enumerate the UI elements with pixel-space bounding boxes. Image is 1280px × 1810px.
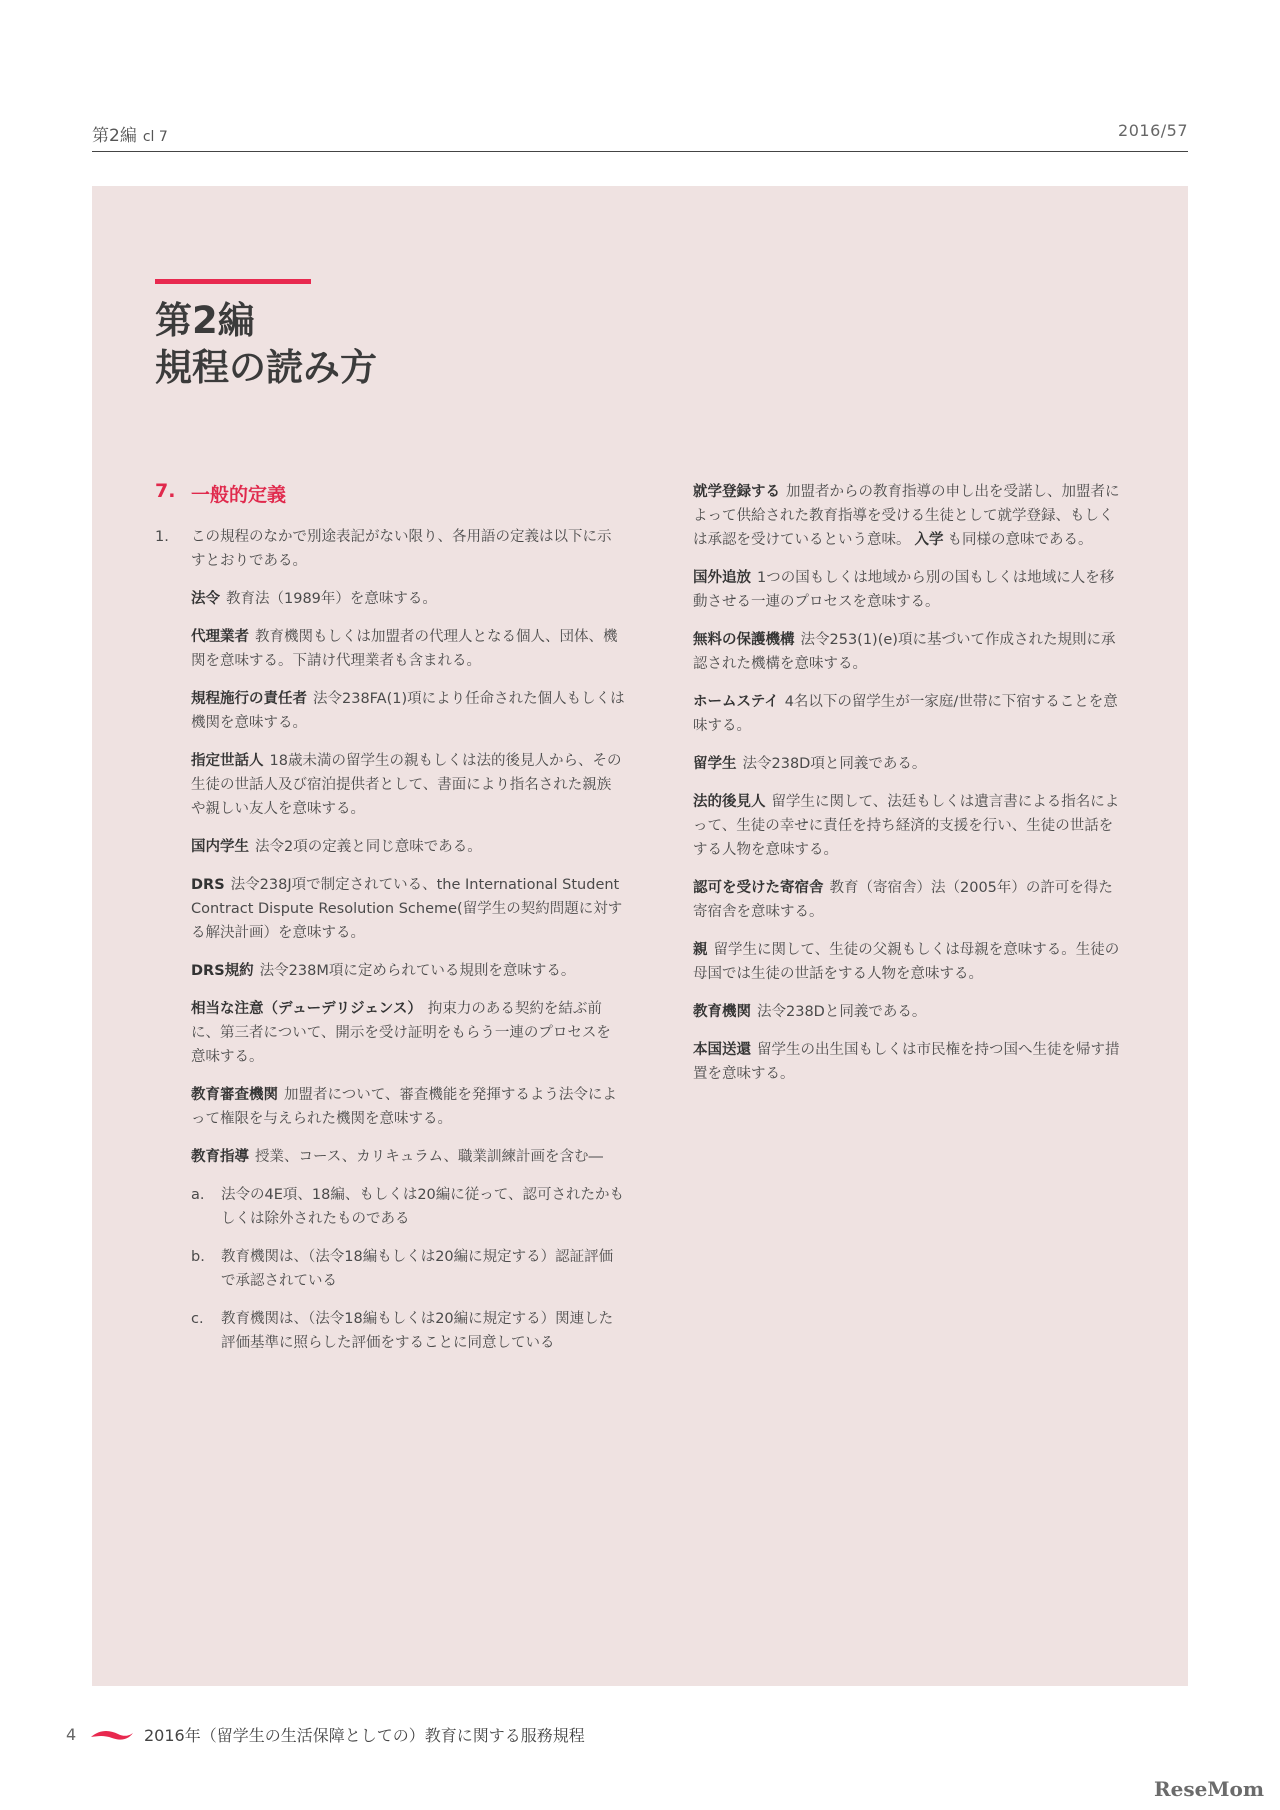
left-column (155, 480, 625, 1369)
brand-watermark: ReseMom (1154, 1777, 1264, 1801)
definition-item (191, 1083, 625, 1131)
right-column (693, 480, 1123, 1100)
footer-page-number: 4 (66, 1725, 77, 1744)
definition-text: 18歳未満の留学生の親もしくは法的後見人から、その生徒の世話人及び宿泊提供者として、書面により指名された親族や親しい友人を意味する。 (191, 753, 622, 817)
sub-item-text: 教育機関は、（法令18編もしくは20編に規定する）関連した評価基準に照らした評価をすることに同意している (221, 1311, 614, 1351)
header-page-ref: 2016/57 (1118, 121, 1188, 140)
definition-text: 4名以下の留学生が一家庭/世帯に下宿することを意味する。 (693, 694, 1118, 734)
intro-paragraph (155, 525, 625, 573)
definition-text: 1つの国もしくは地域から別の国もしくは地域に人を移動させる一連のプロセスを意味する。 (693, 570, 1115, 610)
definition-text: 留学生に関して、法廷もしくは遺言書による指名によって、生徒の幸せに責任を持ち経済的支援を行い、生徒の世話をする人物を意味する。 (693, 794, 1120, 858)
header-section-label: 第2編 (92, 126, 137, 146)
definition-text: 留学生に関して、生徒の父親もしくは母親を意味する。生徒の母国では生徒の世話をする人物を意味する。 (693, 942, 1120, 982)
sub-list-item (191, 1307, 625, 1355)
definition-term: 代理業者 (191, 629, 249, 645)
definition-text-tail: も同様の意味である。 (947, 532, 1093, 548)
sub-item-text: 法令の4E項、18編、もしくは20編に従って、認可されたかもしくは除外されたものである (221, 1187, 624, 1227)
sub-list-item (191, 1183, 625, 1231)
definition-text: 教育法（1989年）を意味する。 (226, 591, 437, 607)
definition-term: 相当な注意（デューデリジェンス） (191, 1001, 422, 1017)
definition-item (191, 625, 625, 673)
definition-item (693, 876, 1123, 924)
definition-text: 加盟者について、審査機能を発揮するよう法令によって権限を与えられた機関を意味する。 (191, 1087, 617, 1127)
definition-text: 拘束力のある契約を結ぶ前に、第三者について、開示を受け証明をもらう一連のプロセスを意味する。 (191, 1001, 611, 1065)
definition-item (693, 752, 1123, 776)
definition-item (693, 790, 1123, 862)
definition-term: 教育指導 (191, 1149, 249, 1165)
sub-item-text: 教育機関は、（法令18編もしくは20編に規定する）認証評価で承認されている (221, 1249, 614, 1289)
definition-term: 教育機関 (693, 1004, 751, 1020)
swoosh-logo-icon (90, 1728, 134, 1742)
definition-text: 法令238D項と同義である。 (742, 756, 927, 772)
definition-text: 法令238FA(1)項により任命された個人もしくは機関を意味する。 (191, 691, 625, 731)
definition-term: 法的後見人 (693, 794, 766, 810)
definition-term: 法令 (191, 591, 220, 607)
definition-item (693, 690, 1123, 738)
definition-text: 法令253(1)(e)項に基づいて作成された規則に承認された機構を意味する。 (693, 632, 1116, 672)
definition-term: 規程施行の責任者 (191, 691, 307, 707)
definition-item (693, 628, 1123, 676)
section-title: 一般的定義 (191, 484, 287, 506)
header-clause-label: cl 7 (142, 129, 168, 145)
sub-item-letter: a. (191, 1187, 205, 1203)
definition-text: 教育（寄宿舎）法（2005年）の許可を得た寄宿舎を意味する。 (693, 880, 1113, 920)
title-line-1: 第2編 (155, 299, 255, 342)
definition-term: 留学生 (693, 756, 737, 772)
definition-term: 教育審査機関 (191, 1087, 278, 1103)
definition-text: 法令238J項で制定されている、the International Student Contract Dispute Resolution Scheme(留学生の契約問題に対する解決計画）を意味する。 (191, 877, 623, 941)
definition-text: 教育機関もしくは加盟者の代理人となる個人、団体、機関を意味する。下請け代理業者も含まれる。 (191, 629, 618, 669)
running-header-section (92, 121, 168, 146)
definition-text: 授業、コース、カリキュラム、職業訓練計画を含む― (255, 1149, 603, 1165)
definition-term: 就学登録する (693, 484, 780, 500)
definition-text: 法令238Dと同義である。 (757, 1004, 927, 1020)
sub-item-letter: c. (191, 1311, 204, 1327)
title-line-2: 規程の読み方 (155, 346, 377, 389)
title-accent-bar (155, 279, 311, 284)
page-footer (66, 1723, 585, 1746)
definition-text: 留学生の出生国もしくは市民権を持つ国へ生徒を帰す措置を意味する。 (693, 1042, 1120, 1082)
definition-item (693, 480, 1123, 552)
definition-item (191, 959, 625, 983)
definition-term: 国外追放 (693, 570, 751, 586)
definition-term: ホームステイ (693, 694, 779, 710)
page-title (155, 297, 377, 391)
definition-term-inline: 入学 (914, 532, 944, 548)
definition-item (191, 1145, 625, 1169)
definition-item (693, 1038, 1123, 1086)
definition-item (191, 835, 625, 859)
definition-term: 国内学生 (191, 839, 249, 855)
definition-item (693, 566, 1123, 614)
sub-item-letter: b. (191, 1249, 205, 1265)
section-heading (155, 480, 625, 507)
definition-term: 無料の保護機構 (693, 632, 795, 648)
definition-term: 本国送還 (693, 1042, 751, 1058)
sub-list-item (191, 1245, 625, 1293)
definition-term: 指定世話人 (191, 753, 264, 769)
definition-text: 法令238M項に定められている規則を意味する。 (259, 963, 576, 979)
definition-text: 法令2項の定義と同じ意味である。 (255, 839, 482, 855)
definition-item (191, 873, 625, 945)
footer-title: 2016年（留学生の生活保障としての）教育に関する服務規程 (144, 1726, 585, 1745)
definition-item (191, 997, 625, 1069)
definition-text: 加盟者からの教育指導の申し出を受諾し、加盟者によって供給された教育指導を受ける生徒として就学登録、もしくは承認を受けているという意味。 (693, 484, 1120, 548)
definition-term: DRS (191, 877, 225, 893)
definition-term: DRS規約 (191, 963, 254, 979)
definition-item (191, 587, 625, 611)
intro-text: この規程のなかで別途表記がない限り、各用語の定義は以下に示すとおりである。 (191, 529, 612, 569)
definition-item (191, 687, 625, 735)
section-number: 7. (155, 480, 176, 502)
definition-item (693, 938, 1123, 986)
header-divider (92, 151, 1188, 152)
definition-item (191, 749, 625, 821)
definition-term: 親 (693, 942, 708, 958)
definition-term: 認可を受けた寄宿舎 (693, 880, 824, 896)
definition-item (693, 1000, 1123, 1024)
intro-number: 1. (155, 529, 169, 545)
